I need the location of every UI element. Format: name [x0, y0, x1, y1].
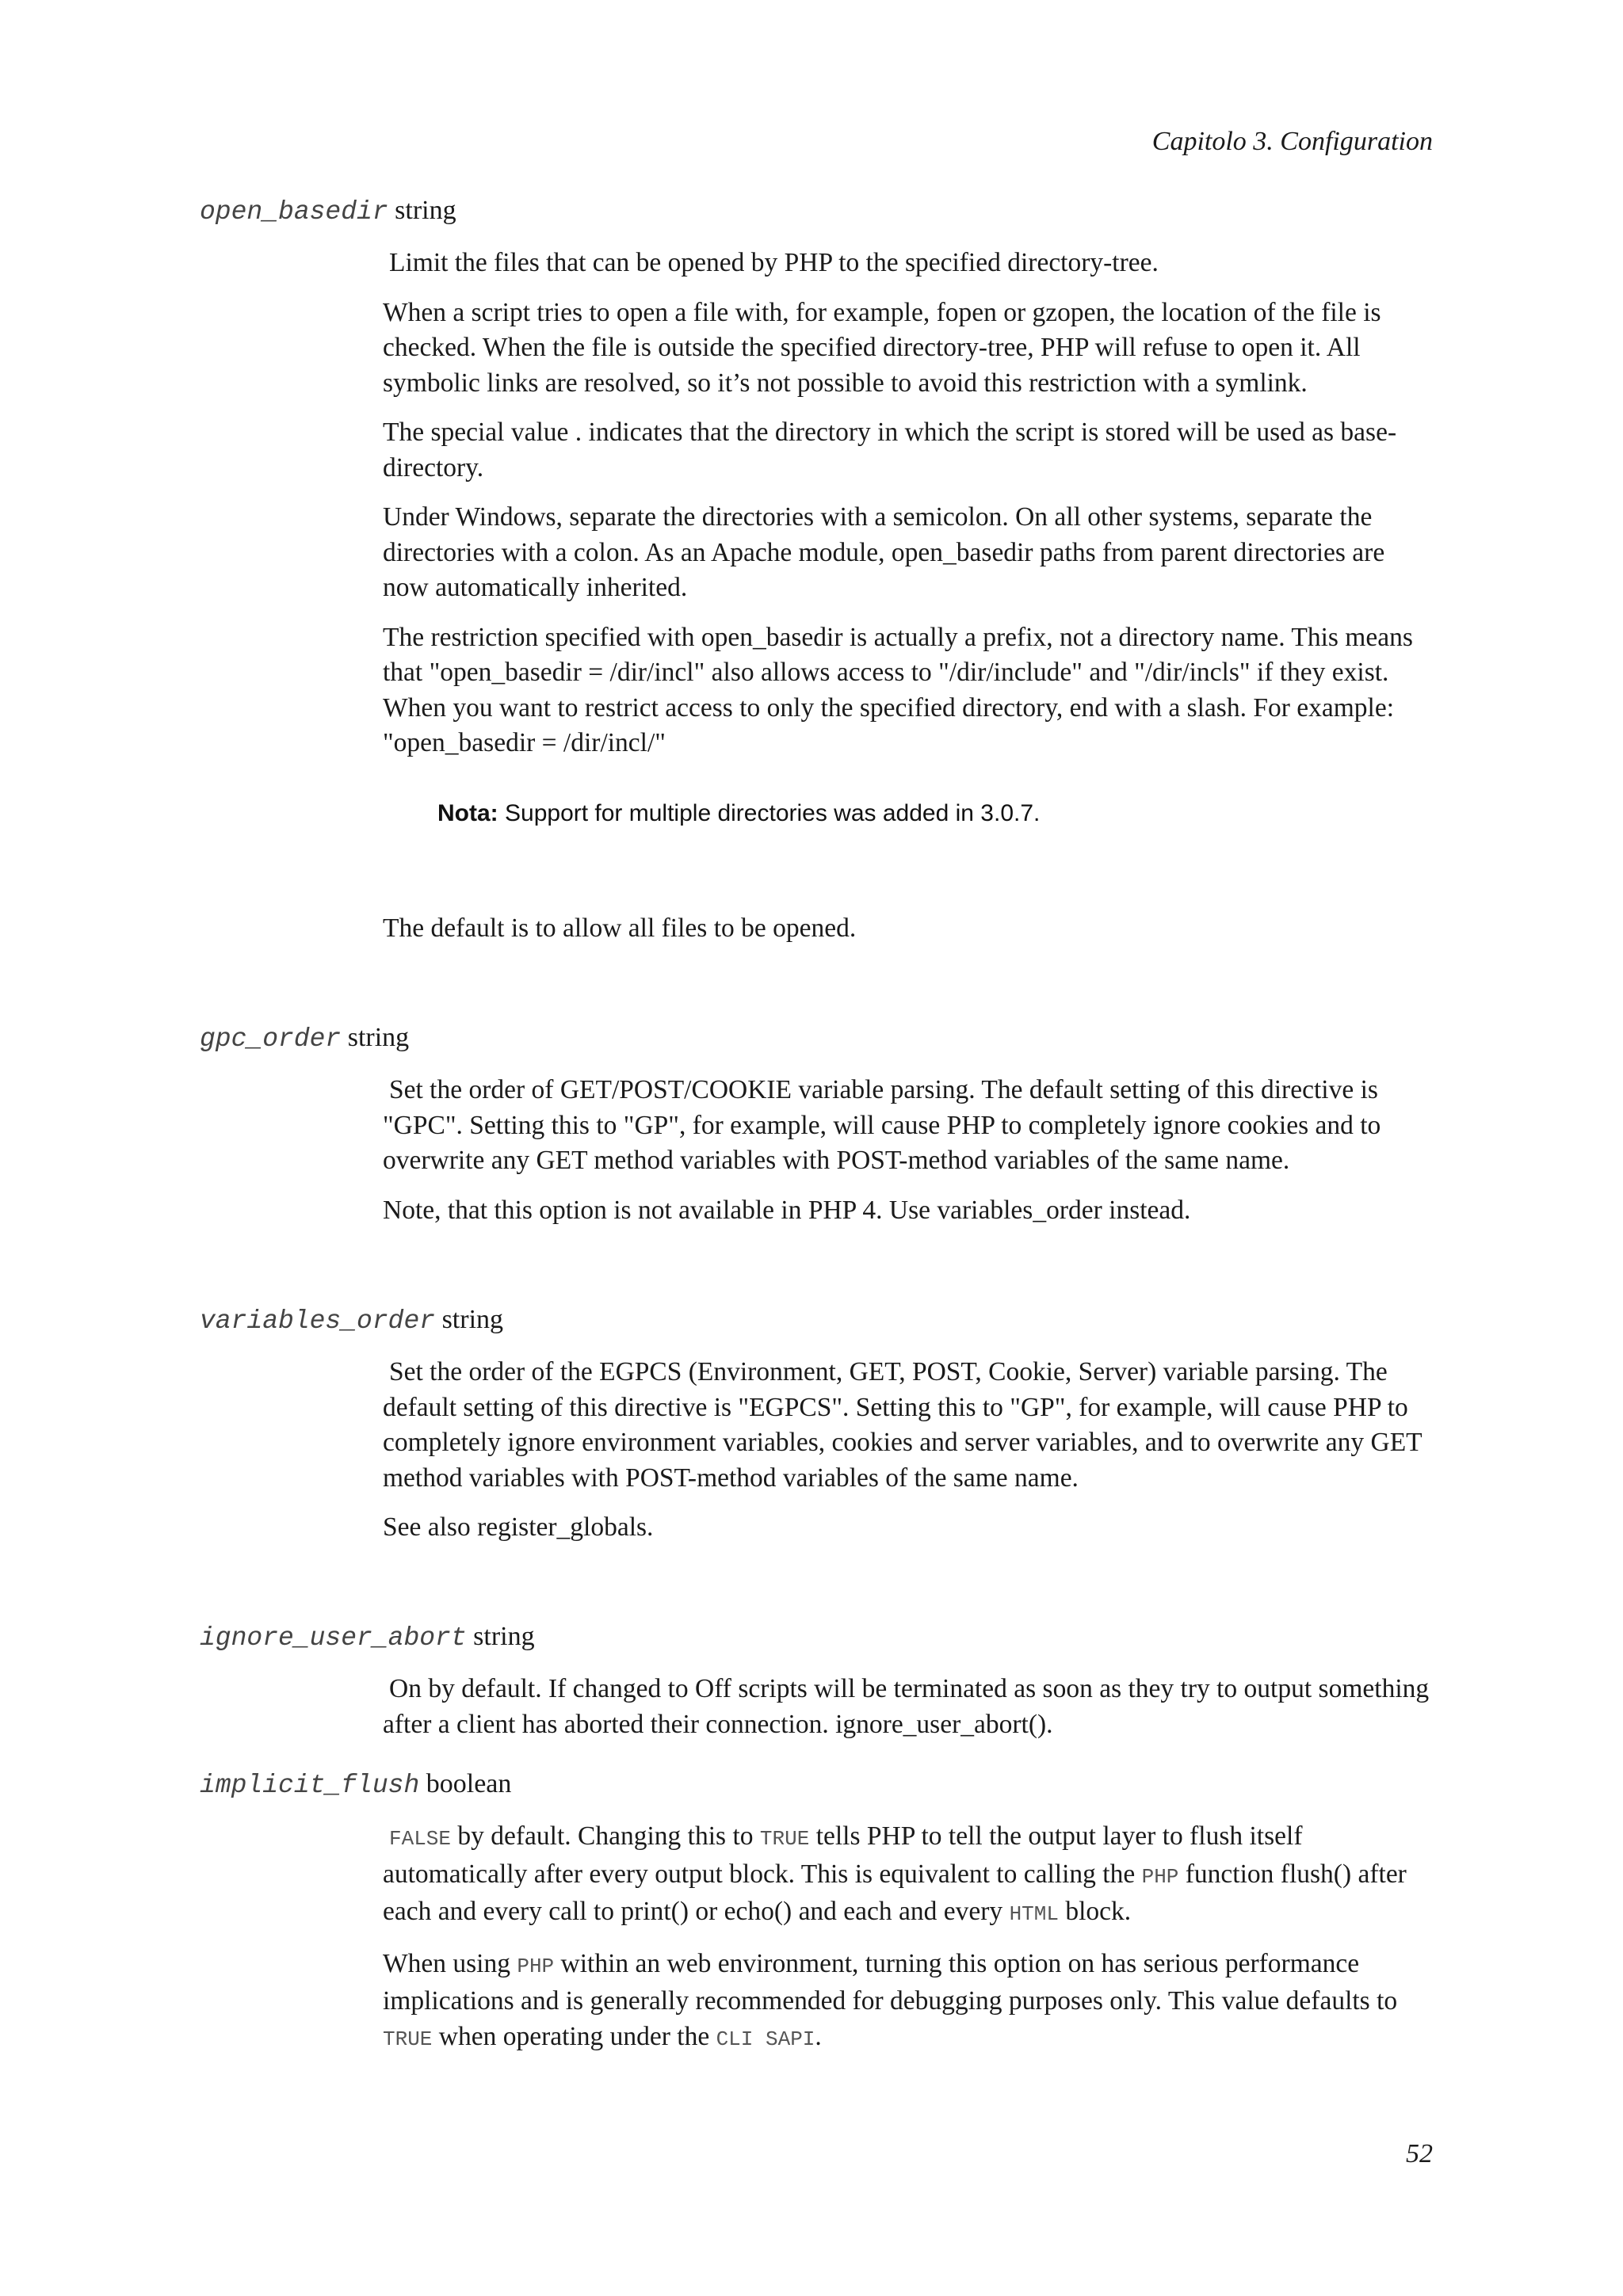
- description-ignore-user-abort: [383, 1672, 1437, 1756]
- paragraph: Set the order of GET/POST/COOKIE variable parsing. The default setting of this directive is "GPC". Setting this to "GP", for example, will cause PHP to completely ignore cookies and to overwrite any GET method variables with POST-method variables of the same name.: [383, 1075, 1381, 1175]
- paragraph: The default is to allow all files to be opened.: [383, 913, 857, 943]
- text-run: function flush() after each and every call to print() or echo() and each and every: [383, 1859, 1407, 1926]
- description-gpc-order: [383, 1073, 1437, 1242]
- paragraph: [383, 1947, 1437, 2058]
- constant-false: FALSE: [389, 1827, 452, 1851]
- note-text: Support for multiple directories was added in 3.0.7.: [505, 800, 1041, 826]
- directive-type: string: [473, 1622, 535, 1651]
- directive-type: string: [395, 196, 456, 225]
- term-open-basedir: [200, 193, 456, 230]
- directive-name: implicit_flush: [200, 1771, 420, 1800]
- acronym-html: HTML: [1009, 1902, 1059, 1926]
- acronym-php: PHP: [517, 1954, 555, 1978]
- running-head: Capitolo 3. Configuration: [1151, 127, 1433, 156]
- directive-name: ignore_user_abort: [200, 1623, 467, 1653]
- text-run: when operating under the: [432, 2021, 716, 2051]
- description-open-basedir: [383, 246, 1437, 776]
- text-run: When using: [383, 1948, 517, 1978]
- directive-type: boolean: [426, 1769, 512, 1798]
- paragraph: [383, 1819, 1437, 1932]
- directive-name: open_basedir: [200, 197, 388, 227]
- paragraph: The special value . indicates that the directory in which the script is stored will be used as base-directory.: [383, 418, 1397, 482]
- page-number: 52: [1406, 2139, 1433, 2168]
- paragraph: The restriction specified with open_basedir is actually a prefix, not a directory name. This means that "open_basedir = /dir/incl" also allows access to "/dir/include" and "/dir/incls" if they exist. When you want to restrict access to only the specified directory, end with a slash. For example: "open_basedir = /dir/incl/": [383, 622, 1413, 757]
- acronym-cli-sapi: CLI SAPI: [716, 2027, 815, 2051]
- text-run: .: [815, 2021, 822, 2051]
- paragraph: Under Windows, separate the directories with a semicolon. On all other systems, separate the directories with a colon. As an Apache module, open_basedir paths from parent directories are now automatically inherited.: [383, 502, 1385, 602]
- term-gpc-order: [200, 1020, 409, 1057]
- directive-name: variables_order: [200, 1306, 436, 1336]
- paragraph: Set the order of the EGPCS (Environment, GET, POST, Cookie, Server) variable parsing. The default setting of this directive is "EGPCS". Setting this to "GP", for example, will cause PHP to completely ignore environment variables, cookies and server variables, and to overwrite any GET method variables with POST-method variables of the same name.: [383, 1357, 1423, 1493]
- paragraph: On by default. If changed to Off scripts will be terminated as soon as they try to output something after a client has aborted their connection. ignore_user_abort().: [383, 1674, 1430, 1739]
- closing-open-basedir: [383, 911, 1437, 961]
- text-run: by default. Changing this to: [451, 1821, 760, 1851]
- paragraph: Limit the files that can be opened by PHP to the specified directory-tree.: [389, 248, 1159, 277]
- constant-true: TRUE: [383, 2027, 433, 2051]
- acronym-php: PHP: [1141, 1864, 1179, 1889]
- text-run: block.: [1058, 1897, 1132, 1926]
- term-implicit-flush: [200, 1767, 511, 1803]
- term-variables-order: [200, 1302, 503, 1339]
- note-label: Nota:: [437, 800, 498, 826]
- note-box: [437, 800, 1040, 827]
- directive-type: string: [441, 1305, 504, 1334]
- text-run: within an web environment, turning this option on has serious performance implications and is generally recommended for debugging purposes only. This value defaults to: [383, 1948, 1398, 2016]
- directive-name: gpc_order: [200, 1024, 342, 1054]
- text-run: tells PHP to tell the output layer to flush itself automatically after every output block. This is equivalent to calling the: [383, 1821, 1303, 1889]
- paragraph: Note, that this option is not available in PHP 4. Use variables_order instead.: [383, 1195, 1191, 1225]
- paragraph: See also register_globals.: [383, 1512, 654, 1542]
- directive-type: string: [347, 1023, 410, 1052]
- term-ignore-user-abort: [200, 1619, 535, 1656]
- description-implicit-flush: [383, 1819, 1437, 2071]
- paragraph: When a script tries to open a file with, for example, fopen or gzopen, the location of the file is checked. When the file is outside the specified directory-tree, PHP will refuse to open it. All symbolic links are resolved, so it’s not possible to avoid this restriction with a symlink.: [383, 297, 1381, 398]
- constant-true: TRUE: [759, 1827, 810, 1851]
- description-variables-order: [383, 1355, 1437, 1560]
